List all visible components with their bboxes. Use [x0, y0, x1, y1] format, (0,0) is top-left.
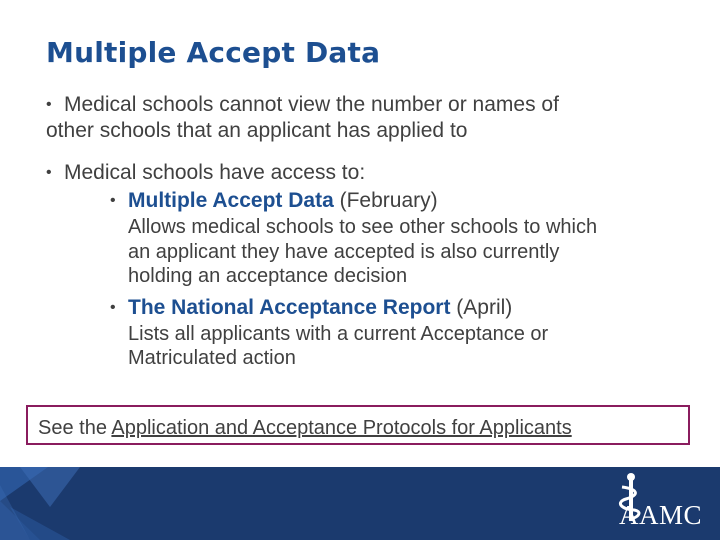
description-line: Matriculated action: [128, 347, 296, 369]
sub-bullet-description: [128, 215, 696, 289]
sub-bullet-heading: [128, 188, 696, 214]
bullet-item: [46, 92, 696, 144]
description-line: holding an acceptance decision: [128, 265, 408, 287]
protocols-callout: [26, 405, 690, 445]
bullet-marker: •: [110, 298, 116, 316]
sub-bullet-heading: [128, 295, 696, 321]
sub-bullet-date: (April): [450, 295, 513, 319]
bullet-marker: •: [46, 96, 52, 113]
callout-prefix: See the: [38, 417, 112, 439]
logo-text: AAMC: [618, 500, 702, 530]
description-line: an applicant they have accepted is also currently: [128, 240, 560, 263]
sub-bullet-title: Multiple Accept Data: [128, 189, 334, 212]
bullet-item: [46, 160, 696, 371]
sub-bullet-title: The National Acceptance Report: [128, 295, 451, 319]
sub-bullet-item: [110, 295, 696, 371]
slide-title: Multiple Accept Data: [46, 36, 381, 69]
bullet-text-line-1: Medical schools cannot view the number or names of: [64, 93, 559, 116]
sub-bullet-item: [110, 188, 696, 289]
decorative-triangles: [0, 467, 150, 540]
description-line: Lists all applicants with a current Acceptance or: [128, 322, 549, 345]
bullet-text: Medical schools have access to:: [64, 161, 366, 184]
bullet-marker: •: [46, 164, 52, 181]
slide-body: [46, 92, 696, 371]
sub-bullet-description: [128, 322, 696, 371]
protocols-link[interactable]: Application and Acceptance Protocols for Applicants: [111, 417, 572, 439]
aamc-logo: [612, 471, 712, 537]
bullet-marker: •: [110, 192, 116, 209]
footer-band: [0, 467, 720, 540]
bullet-text-line-2: other schools that an applicant has applied to: [46, 119, 468, 142]
description-line: Allows medical schools to see other schools to which: [128, 216, 598, 238]
sub-bullet-date: (February): [333, 189, 438, 212]
